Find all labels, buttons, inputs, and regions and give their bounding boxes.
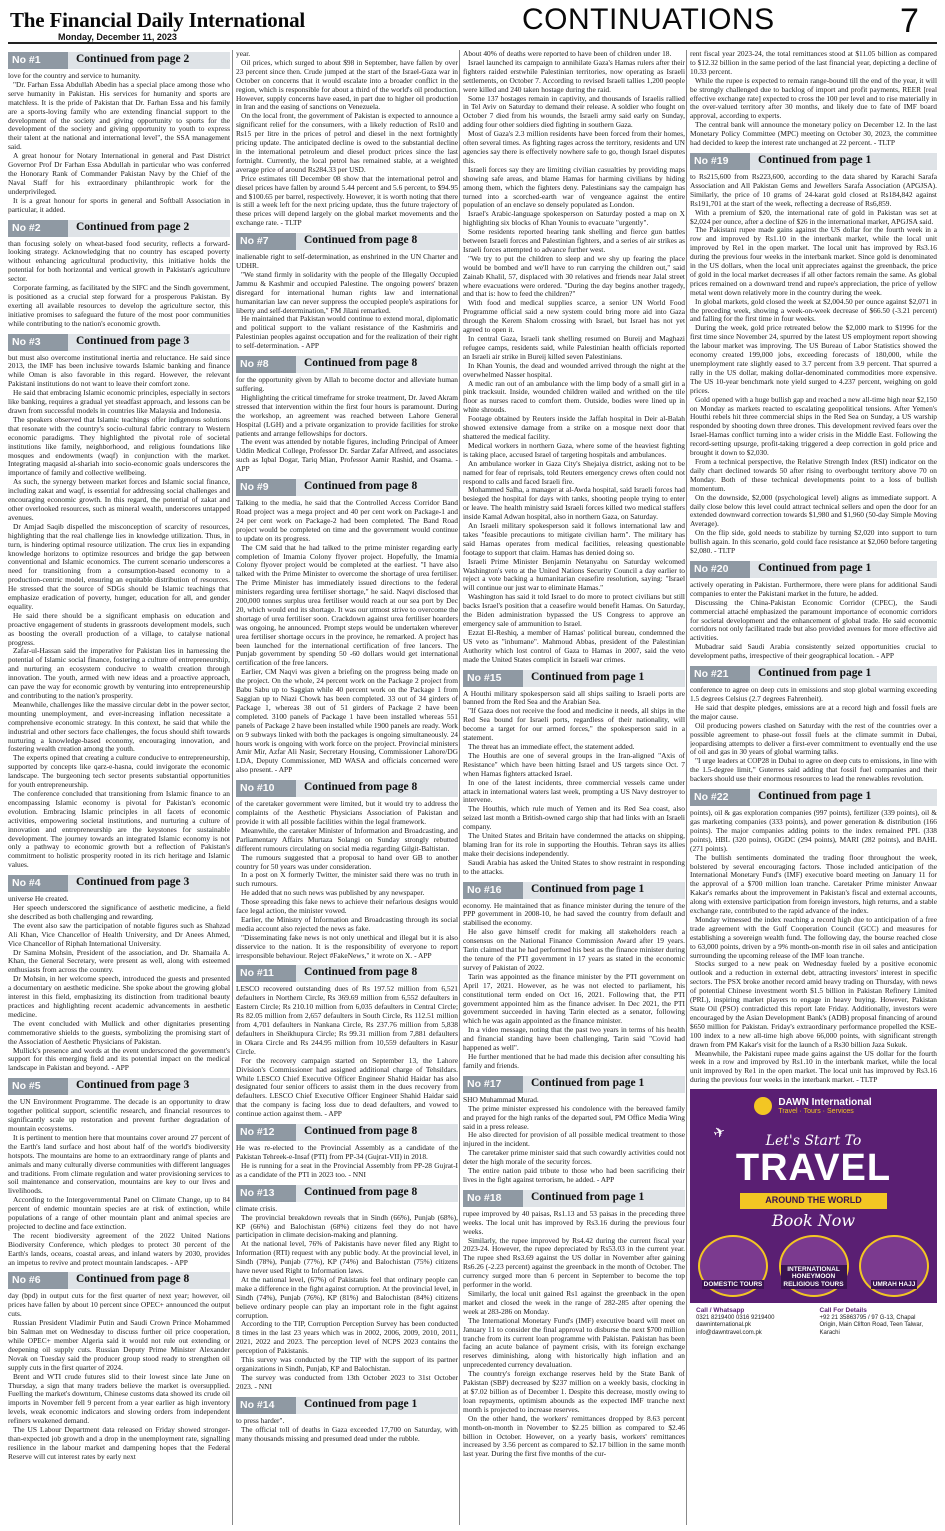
article-paragraph: The experts opined that creating a culture conducive to entrepreneurship, supported by concepts like qarz-e-hasna, could invigorate the economic landscape. The burgeoning tech sector presents substantial opportunities for youth entrepreneurship. bbox=[8, 753, 230, 790]
story-number: No #1 bbox=[8, 52, 68, 69]
article-paragraph: "I urge leaders at COP28 in Dubai to agree on deep cuts to emissions, in line with the 1.5-degree limit," Guterres said adding that fossil fuel companies and their backers should use their enormous resources to lead the renewables revolution. bbox=[690, 756, 937, 784]
continued-from-label: Continued from page 3 bbox=[68, 875, 230, 892]
continuation-header bbox=[690, 666, 937, 683]
article-paragraph: "Disseminating fake news is not only unethical and illegal but it is also disservice to the nation. It is the responsibility of everyone to report irresponsible behaviour. Reject #FakeNews," it wrote on X. - APP bbox=[236, 932, 458, 960]
article-paragraph: economy. He maintained that as finance minister during the tenure of the PPP government in 2008-10, he had saved the country from default and stabilised the economy. bbox=[463, 900, 685, 928]
ad-contact-phone-text: 0321 8219400 0316 9219400 dawninternational.pk info@dawntravel.com.pk bbox=[696, 1314, 775, 1336]
story-number: No #18 bbox=[463, 1190, 523, 1207]
ad-ribbon: AROUND THE WORLD bbox=[740, 1193, 887, 1209]
article-paragraph: Earlier, the Ministry of Information and Broadcasting through its social media account also rejected the news as fake. bbox=[236, 914, 458, 933]
article-continuation bbox=[690, 50, 937, 148]
article-continuation bbox=[8, 1076, 230, 1267]
article-paragraph: It is a great honour for sports in general and Softball Association in particular, it added. bbox=[8, 195, 230, 214]
ad-circle-label: INTERNATIONAL HONEYMOON RELIGIOUS TOURS bbox=[781, 1265, 847, 1290]
article-paragraph: love for the country and service to humanity. bbox=[8, 71, 141, 80]
article-paragraph: Earlier, CM Naqvi was given a briefing on the progress being made on the project. On the whole, 24 percent work on the Package 2 project from Babu Sabu up to Saggian while 40 percent work on the Package 1 from Saggian up to Niazi Chowk has been completed. 33 out of 34 girders of Package 1, whereas 38 out of 51 girders of Package 2 have been completed. 3100 panels of Package 1 have been installed whereas 551 panels of Package 2 have been installed while 1900 panels are ready. Work on 9 subways linked with both the packages is ongoing simultaneously. 24 hours work is ongoing with work force on the project. Provincial ministers Amir Mir, Azfar Ali Nasir, Secretary Housing, Commissioner Lahore/DG LDA, Deputy Commissioner, MD WASA and officials concerned were also present. - APP bbox=[236, 667, 458, 775]
article-paragraph: the UN Environment Programme. The decade is an opportunity to draw together political support, scientific research, and financial resources to significantly scale up restoration and prevent further degradation of mountain ecosystems. bbox=[8, 1097, 230, 1133]
story-number: No #22 bbox=[690, 789, 750, 806]
article-paragraph: On the flip side, gold needs to stabilize by turning $2,020 into support to turn bullish again. In this scenario, gold could face resistance at $2,060 before targeting $2,080. - TLTP bbox=[690, 528, 937, 556]
article-paragraph: Similarly, the rupee improved by Rs4.42 during the current fiscal year 2023-24. However, the rupee depreciated by Rs53.03 in the current year. The rupee shed Rs3.69 against the US dollar in November after gaining Rs6.26 (-2.23 percent) against the greenback in the month of October. The currency surged more than 6 percent in September to become the top performer in the world. bbox=[463, 1235, 685, 1290]
continued-from-label: Continued from page 1 bbox=[296, 1397, 458, 1414]
article-paragraph: He further mentioned that he had made this decision after consulting his family and friends. bbox=[463, 1051, 685, 1070]
article-paragraph: Highlighting the critical timeframe for stroke treatment, Dr. Javed Akram stressed that intervention within the first four hours is paramount. During the workshop, an agreement was reached between Lahore General Hospital (LGH) and a private organization to provide facilities for stroke patients and arrange fellowships for doctors. bbox=[236, 392, 458, 438]
article-paragraph: He said that despite pledges, emissions are at a record high and fossil fuels are the major cause. bbox=[690, 702, 937, 721]
article-paragraph: He also gave himself credit for making all stakeholders reach a consensus on the National Finance Commission Award after 19 years. Tarin claimed that he had performed his best as the finance minister during the tenure of the PTI government in 17 years as stated in the economic survey of Pakistan of 2022. bbox=[463, 927, 685, 972]
continuation-header bbox=[8, 1272, 230, 1289]
article-paragraph: Most of Gaza's 2.3 million residents have been forced from their homes, often several times. As fighting rages across the territory, residents and UN agencies say there is effectively nowhere safe to go, though Israel disputes this. bbox=[463, 129, 685, 165]
article-paragraph: Saudi Arabia has asked the United States to show restraint in responding to the attacks. bbox=[463, 857, 685, 876]
article-continuation bbox=[463, 668, 685, 877]
article-paragraph: Some residents reported hearing tank shelling and fierce gun battles between Israeli forces and Palestinian fighters, and a series of air strikes as Israeli forces attempted to advance further west. bbox=[463, 227, 685, 254]
story-number: No #17 bbox=[463, 1076, 523, 1093]
article-continuation bbox=[690, 787, 937, 1085]
article-paragraph: points), oil & gas exploration companies (997 points), fertilizer (339 points), oil & gas marketing companies (333 points), and power generation & distribution (166 points). The major companies adding points to the index remained PPL (338 points), HBL (320 points), OGDC (294 points), MARI (282 points), and BAHL (271 points). bbox=[690, 808, 937, 853]
article-continuation bbox=[236, 50, 458, 228]
story-number: No #10 bbox=[236, 780, 296, 797]
article-paragraph: He was re-elected to the Provincial Assembly as a candidate of the Pakistan Tehreek-e-Insaf (PTI) from PP-34 (Gujrat-VII) in 2018. bbox=[236, 1143, 458, 1161]
continuation-header bbox=[8, 1078, 230, 1095]
article-paragraph: Dr Amjad Saqib dispelled the misconception of scarcity of resources, highlighting that the real challenge lies in knowledge utilization. Thus, in turn, is hindering optimal resource utilization. The crux lies in expanding knowledge horizons to optimize resources and bridge the gap between conventional and Islamic economics. The current scenario underscores a need for transitioning from a consumption-based economy to a production-centric model, ensuring an equitable distribution of resources. He stressed that the source of SDGs should be Islamic teachings that emphasize eradication of poverty, hunger, education for all, and gender equality. bbox=[8, 521, 230, 611]
column-4 bbox=[690, 50, 937, 1525]
story-number: No #13 bbox=[236, 1185, 296, 1202]
article-paragraph: The provincial breakdown reveals that in Sindh (66%), Punjab (68%), KP (66%) and Balochistan (68%) citizens feel they do not have participation in climate decision-making and planning. bbox=[236, 1212, 458, 1240]
article-paragraph: This survey was conducted by the TIP with the support of its partner organizations in Sindh, Punjab, KP and Balochistan. bbox=[236, 1355, 458, 1373]
article-continuation bbox=[8, 50, 230, 215]
continuation-header bbox=[463, 670, 685, 687]
article-paragraph: Dr Samina Mohsin, President of the association, and Dr. Shamaila A. Khan, the General Secretary, were present as well, along with esteemed enthusiasts from across the country. bbox=[8, 947, 230, 975]
ad-circle-label: UMRAH HAJJ bbox=[872, 1280, 916, 1288]
ad-contact-footer bbox=[690, 1303, 937, 1341]
article-paragraph: of the caretaker government were limited, but it would try to address the complaints of the Aesthetic Physicians Association of Pakistan and provide it with all possible facilities within the legal framework. bbox=[236, 799, 458, 826]
continued-from-label: Continued from page 1 bbox=[750, 789, 937, 806]
article-continuation bbox=[463, 1074, 685, 1185]
ad-book-now: Book Now bbox=[771, 1211, 856, 1231]
article-paragraph: The US Labour Department data released on Friday showed stronger-than-expected job growth and a drop in the unemployment rate, signalling resilience in the labour market and dampening hopes that the Federal Reserve will cut interest rates by early next bbox=[8, 1425, 230, 1461]
article-continuation bbox=[690, 664, 937, 784]
story-number: No #11 bbox=[236, 965, 296, 982]
continued-from-label: Continued from page 8 bbox=[296, 965, 458, 982]
article-paragraph: inalienable right to self-determination, as enshrined in the UN Charter and UDHR. bbox=[236, 252, 458, 271]
article-paragraph: The caretaker prime minister said that such cowardly activities could not deter the high morale of the security forces. bbox=[463, 1148, 685, 1167]
article-paragraph: He added that no such news was published by any newspaper. bbox=[241, 888, 425, 898]
continued-from-label: Continued from page 1 bbox=[750, 153, 937, 170]
story-number: No #15 bbox=[463, 670, 523, 687]
article-paragraph: Russian President Vladimir Putin and Saudi Crown Prince Mohammed bin Salman met on Wednesday to discuss further oil price cooperation, while OPEC+ member Algeria said it would not rule out extending or deepening oil supply cuts. Russian Deputy Prime Minister Alexander Novak on Tuesday said the producer group stood ready to strengthen oil supply cuts in the first quarter of 2024. bbox=[8, 1318, 230, 1372]
continued-from-label: Continued from page 2 bbox=[68, 220, 230, 237]
continuation-header bbox=[236, 1185, 458, 1202]
article-paragraph: He said that embracing Islamic economic principles, especially in sectors like banking, requires a gradual yet steadfast approach, and lessons can be drawn from successful models in countries like Malaysia and Indonesia. bbox=[8, 388, 230, 415]
masthead-rule bbox=[8, 42, 937, 44]
article-paragraph: "If Gaza does not receive the food and medicine it needs, all ships in the Red Sea bound for Israeli ports, regardless of their nationality, will become a target for our armed forces," the spokesperson said in a statement. bbox=[463, 706, 685, 743]
article-paragraph: With food and medical supplies scarce, a senior UN World Food Programme official said a new system could bring more aid into Gaza through the Kerem Shalom crossing with Israel, but Israel has not yet agreed to open it. bbox=[463, 298, 685, 335]
article-paragraph: As such, the synergy between market forces and Islamic social finance, including zakat and waqf, is essential for addressing social challenges and encouraging economic growth. In this regard, the potential of zakat and other overlooked resources, such as mineral wealth, underscores untapped avenues. bbox=[8, 477, 230, 522]
article-paragraph: An ambulance worker in Gaza City's Shejaiya district, asking not to be named for fear of reprisals, told Reuters emergency crews often could not respond to calls and faced Israeli fire. bbox=[463, 458, 685, 486]
article-continuation bbox=[463, 50, 685, 665]
continuation-header bbox=[463, 1076, 685, 1093]
article-paragraph: The prime minister expressed his condolence with the bereaved family and prayed for the high ranks of the departed soul, PM Office Media Wing said in a press release. bbox=[463, 1103, 685, 1131]
article-paragraph: The United States and Britain have condemned the attacks on shipping, blaming Iran for its role in supporting the Houthis. Tehran says its allies make their decisions independently. bbox=[463, 831, 685, 858]
article-paragraph: A great honour for Notary International in general and Past District Governor Prof Dr Farhan Essa Abdullah in particular who was conferred the Honorary Rank of Commander Pakistan Navy by the Chief of the Naval Staff for his extraordinary philanthropic work for the underprivileged. bbox=[8, 151, 230, 196]
story-number: No #16 bbox=[463, 882, 523, 899]
article-paragraph: In central Gaza, Israeli tank shelling resumed on Bureij and Maghazi refugee camps, residents said, while Palestinian health officials reported an Israeli air strike in Bureij killed seven Palestinians. bbox=[463, 334, 685, 361]
article-paragraph: Israel's Arabic-language spokesperson on Saturday posted a map on X highlighting six blocks of Khan Younis to evacuate "urgently". bbox=[463, 209, 685, 228]
article-paragraph: Mohammed Salha, a manager at al-Awda hospital, said Israeli forces had besieged the hospital for days with tanks, shooting people trying to enter or leave. The health ministry said Israeli forces killed two medical staffers inside Kamal Adwan hospital, also in northern Gaza, on Saturday. bbox=[463, 485, 685, 522]
article-continuation bbox=[8, 873, 230, 1073]
continuation-header bbox=[236, 479, 458, 496]
article-paragraph: Talking to the media, he said that the Controlled Access Corridor Band Road project was a mega project and 40 per cent work on Package-1 and 24 per cent work on Package-2 had been completed. The Band Road project would be completed on time and the government would continue to update on its progress. bbox=[236, 498, 458, 543]
article-paragraph: An Israeli military spokesperson said it follows international law and takes "feasible precautions to mitigate civilian harm". The military has said Hamas operates from medical facilities, releasing questionable footage to support that claim. Hamas has denied doing so. bbox=[463, 521, 685, 557]
article-paragraph: In global markets, gold closed the week at $2,004.50 per ounce against $2,071 in the preceding week, showing a week-on-week decrease of $66.50 (-3.21 percent) and falling for the first time in four weeks. bbox=[690, 296, 937, 324]
article-paragraph: day (bpd) in output cuts for the first quarter of next year; however, oil prices have fallen by about 10 percent since OPEC+ announced the output cuts. bbox=[8, 1291, 230, 1319]
article-paragraph: In a post on X formerly Twitter, the minister said there was no truth in such rumours. bbox=[236, 870, 458, 889]
ad-contact-address-text: +92 21 35863795 / 97 G-13, Chapal Origin, Main Clifton Road, Teen Talwar, Karachi bbox=[819, 1314, 923, 1336]
article-paragraph: In one of the latest incidents, three commercial vessels came under attack in international waters last week, prompting a US Navy destroyer to intervene. bbox=[463, 777, 685, 805]
article-paragraph: The International Monetary Fund's (IMF) executive board will meet on January 11 to consider the final approval to disburse the next $700 million tranche from its current loan programme with Pakistan. Pakistan has been facing an acute balance of payment crisis, with its foreign exchange reserves diminishing, along with historically high inflation and an unprecedented currency devaluation. bbox=[463, 1315, 685, 1370]
article-paragraph: Ezzat El-Reshiq, a member of Hamas' political bureau, condemned the US veto as "inhumane". Mahmoud Abbas, president of the Palestinian Authority which lost control of Gaza to Hamas in 2007, said the veto made the United States complicit in Israeli war crimes. bbox=[463, 627, 685, 664]
article-paragraph: The conference concluded that transitioning from Islamic finance to an encompassing Islamic economy is pivotal for Pakistan's economic evolution. Embracing Islamic principles in all facets of economic activities, empowering societal institutions, and nurturing a culture of innovation and entrepreneurship are the keystones for sustainable development. The journey towards an integrated Islamic economy is not only a pathway to economic growth but a reflection of Pakistan's commitment to holistic prosperity rooted in its rich heritage and Islamic values. bbox=[8, 788, 230, 870]
continuation-header bbox=[236, 780, 458, 797]
issue-date: Monday, December 11, 2023 bbox=[58, 32, 177, 42]
article-continuation bbox=[236, 231, 458, 351]
article-continuation bbox=[8, 1270, 230, 1461]
continuation-header bbox=[463, 882, 685, 899]
article-paragraph: He said there should be a significant emphasis on education and proactive engagement of students in grassroots development models, such as boosting the overall production of a village, to catalyse national progress. bbox=[8, 610, 230, 647]
article-paragraph: conference to agree on deep cuts in emissions and stop global warming exceeding 1.5 degrees Celsius (2.7 degrees Fahrenheit). bbox=[690, 685, 937, 703]
story-number: No #21 bbox=[690, 666, 750, 683]
article-paragraph: The CM said that he had talked to the prime minister regarding early completion of Imamia Colony flyover project. Hopefully, the Imamia Colony flyover project would be completed at the earliest. "I have also talked with the Prime Minister to overcome the shortage of urea fertiliser. The Prime Minister has immediately issued directions to the federal ministers regarding urea fertiliser shortage," he said. Naqvi disclosed that 200,000 tonnes surplus urea fertiliser would reach at our sea port by Dec 20, which would end its shortage. It was our utmost strive to overcome the shortage of urea fertiliser soon. Crackdown against urea fertiliser hoarders was ongoing, he announced. Prompt steps would be undertaken wherever urea fertiliser shortage occurs in the province, he remarked. A project has been launched for the international certification of free lancers. The Punjab government by spending 50 -60 dollars would get international certification of the free lancers. bbox=[236, 542, 458, 668]
article-paragraph: Some 137 hostages remain in captivity, and thousands of Israelis rallied in Tel Aviv on Saturday to demand their release. A soldier who fought on October 7 died from his wounds, the Israeli army said early on Sunday, adding four other soldiers died fighting in southern Gaza. bbox=[463, 93, 685, 130]
ad-brand: DAWN International bbox=[778, 1097, 872, 1109]
article-paragraph: rupee improved by 40 paisas, Rs1.13 and 53 paisas in the preceding three weeks. The local unit has improved by Rs3.16 during the previous four weeks. bbox=[463, 1208, 685, 1236]
article-paragraph: While the rupee is expected to remain range-bound till the end of the year, it will be strongly challenged due to backlog of import and profit payments, REER [real effective exchange rate] expected to cross the 100 per level and to rise materially in the over-valued territory after 30 months, and likely due to fate of IMF board approval, according to experts. bbox=[690, 75, 937, 121]
story-number: No #14 bbox=[236, 1397, 296, 1414]
continuation-header bbox=[8, 875, 230, 892]
ad-circle-umrah bbox=[859, 1235, 929, 1297]
article-paragraph: According to the TIP, Corruption Perception Survey has been conducted 8 times in the last 23 years which was in 2002, 2006, 2009, 2010, 2011, 2021, 2022 and 2023. The perception level of NCPS 2023 contains the perception of Pakistanis. bbox=[236, 1319, 458, 1356]
globe-icon bbox=[754, 1097, 772, 1115]
article-paragraph: The bullish sentiments dominated the trading floor throughout the week, bolstered by several encouraging factors. Those included anticipation of the International Monetary Fund's (IMF) executive board meeting on January 11 for the approval of a $700 million loan tranche. Caretaker Prime minister Anwaar Kakar's remarks about the improvement in Pakistan's fiscal and external accounts, along with extensive participation from foreign investors, high returns, and a stable exchange rate, contributed to the rapid advance of the index. bbox=[690, 852, 937, 916]
article-paragraph: Mullick's presence and words at the event underscored the government's support for this emerging field and its potential impact on the medical landscape in Pakistan and beyond. - APP bbox=[8, 1045, 230, 1073]
article-paragraph: The central bank will announce the monetary policy on December 12. In the last Monetary Policy Committee (MPC) meeting on October 30, 2023, the committee had decided to keep the interest rate unchanged at 22 percent. - TLTP bbox=[690, 120, 937, 148]
article-paragraph: The Pakistani rupee made gains against the US dollar for the fourth week in a row and improved by Rs1.10 in the interbank market, while the local unit improved by Re1 in the open market. The local unit has improved by Rs3.16 during the previous four weeks in the interbank market. Since gold is denominated in the US dollars, when the local unit appreciates against the greenback, the price of gold in the local market decreases if all other factors remain the same. As global prices remained on a downward trend and rupee's appreciation, the price of yellow metal went down relatively more in the country during the week. bbox=[690, 225, 937, 297]
continued-from-label: Continued from page 3 bbox=[68, 1078, 230, 1095]
ad-logo bbox=[700, 1095, 926, 1117]
continued-from-label: Continued from page 8 bbox=[296, 1124, 458, 1141]
continuation-header bbox=[690, 153, 937, 170]
article-paragraph: Discussing the China-Pakistan Economic Corridor (CPEC), the Saudi commercial attaché emphasized the paramount importance of economic corridors for societal development and the enhancement of global trade. He said economic corridors not only facilitated trade but also provided avenues for more effective aid activities. bbox=[690, 597, 937, 643]
section-title: CONTINUATIONS bbox=[522, 3, 775, 36]
article-paragraph: The Houthis are one of several groups in the Iran-aligned "Axis of Resistance" which have been hitting Israel and US targets since Oct. 7 when Hamas fighters attacked Israel. bbox=[463, 750, 685, 778]
continued-from-label: Continued from page 2 bbox=[68, 52, 230, 69]
column-1 bbox=[8, 50, 230, 1525]
continued-from-label: Continued from page 1 bbox=[523, 670, 685, 687]
story-number: No #5 bbox=[8, 1078, 68, 1095]
article-paragraph: For the recovery campaign started on September 13, the Lahore Division's Commissioner had assigned additional charge of Tehsildars. While LESCO Chief Executive Officer Engineer Shahid Haidar has also designated four senior officers to assist them in the dues recovery from defaulters. LESCO Chief Executive Officer Engineer Shahid Haidar said that the company is facing loss due to dead defaulters, and vowed to continue action against them. - APP bbox=[236, 1055, 458, 1119]
story-number: No #3 bbox=[8, 334, 68, 351]
article-paragraph: Mubadrar said Saudi Arabia consistently seized opportunities crucial to development paths, irrespective of their geographical location. - APP bbox=[690, 642, 937, 661]
article-continuation bbox=[236, 1395, 458, 1444]
ad-contact-address bbox=[814, 1303, 938, 1341]
story-number: No #20 bbox=[690, 561, 750, 578]
newspaper-title: The Financial Daily International bbox=[10, 8, 306, 32]
article-paragraph: Washington has said it told Israel to do more to protect civilians but still backs Israel's position that a ceasefire would benefit Hamas. On Saturday, the Biden administration bypassed the US Congress to approve an emergency sale of ammunition to Israel. bbox=[463, 592, 685, 628]
article-continuation bbox=[236, 354, 458, 474]
article-paragraph: than focusing solely on wheat-based food security, reflects a forward-looking strategy. Acknowledging that no country has escaped poverty without enhancing agricultural productivity, this initiative holds the potential for both horizontal and vertical growth in Pakistan's agriculture sector. bbox=[8, 238, 230, 284]
continued-from-label: Continued from page 8 bbox=[296, 356, 458, 373]
article-paragraph: Meanwhile, challenges like the massive circular debt in the power sector, mounting unemployment, and ever-increasing inflation necessitate a comprehensive economic strategy. In this context, he said that while the industrial and other sectors face challenges, the focus should shift towards nurturing a knowledge-based economy, encouraging innovation, and fostering wealth creation among the youth. bbox=[8, 699, 230, 754]
article-continuation bbox=[463, 880, 685, 1071]
continued-from-label: Continued from page 1 bbox=[523, 882, 685, 899]
continuation-header bbox=[690, 561, 937, 578]
ad-contact-address-head: Call For Details bbox=[819, 1307, 867, 1315]
article-continuation bbox=[236, 477, 458, 775]
article-paragraph: to press harder". bbox=[236, 1415, 285, 1425]
article-paragraph: Those spreading this fake news to achieve their nefarious designs would face legal action, the minister vowed. bbox=[236, 897, 458, 916]
article-paragraph: On the downside, $2,000 (psychological level) aligns as immediate support. A daily close below this level could attract technical sellers and open the door for an extended downward correction towards $1,980 and $1,960 (50-day Simple Moving Average). bbox=[690, 492, 937, 529]
column-divider bbox=[686, 50, 687, 1525]
article-paragraph: The rumours suggested that a proposal to hand over GB to another country for 50 years was under consideration. bbox=[236, 852, 458, 871]
story-number: No #9 bbox=[236, 479, 296, 496]
article-paragraph: The recent biodiversity agreement of the 2022 United Nations Biodiversity Conference, which pledges to protect 30 percent of the Earth's lands, oceans, coastal areas, and inland waters by 2030, provides an impetus to revive and protect mountain landscapes. - APP bbox=[8, 1230, 230, 1267]
story-number: No #19 bbox=[690, 153, 750, 170]
article-paragraph: A Houthi military spokesperson said all ships sailing to Israeli ports are banned from the Red Sea and the Arabian Sea. bbox=[463, 688, 685, 707]
article-continuation bbox=[463, 1188, 685, 1459]
ad-contact-phone-head: Call / Whatsapp bbox=[696, 1307, 745, 1315]
article-continuation bbox=[236, 1183, 458, 1392]
article-paragraph: rent fiscal year 2023-24, the total remittances stood at $11.05 billion as compared to $12.32 billion in the same period of the last financial year, depicting a decline of 10.33 percent. bbox=[690, 50, 937, 76]
story-number: No #4 bbox=[8, 875, 68, 892]
article-paragraph: Israeli forces say they are limiting civilian casualties by providing maps showing safe areas, and blame Hamas for harming civilians by hiding among them, which the fighters deny. Palestinians say the campaign has turned into a scorched-earth war of vengeance against the entire population of an enclave so densely populated as London. bbox=[463, 164, 685, 210]
continuation-header bbox=[8, 334, 230, 351]
ad-circle-label: DOMESTIC TOURS bbox=[703, 1280, 763, 1288]
travel-advertisement[interactable] bbox=[690, 1089, 937, 1341]
article-paragraph: With a premium of $20, the international rate of gold in Pakistan was set at $2,024 per ounce, after a decline of $26 in the international market, APGJSA said. bbox=[690, 207, 937, 226]
article-paragraph: The country's foreign exchange reserves held by the State Bank of Pakistan (SBP) decreased by $237 million on a weekly basis, clocking in at $7.02 billion as of December 1. Despite this decrease, mostly owing to loan repayments, optimism abounds as the expected IMF tranche next month is projected to increase reserves. bbox=[463, 1369, 685, 1414]
continuation-header bbox=[236, 965, 458, 982]
article-paragraph: Meanwhile, the Pakistani rupee made gains against the US dollar for the fourth week in a row and improved by Rs1.10 in the interbank market, while the local unit improved by Re1 in the open market. The local unit has improved by Rs3.16 during the previous four weeks in the interbank market. - TLTP bbox=[690, 1048, 937, 1085]
article-paragraph: universe He created. bbox=[8, 894, 69, 904]
article-paragraph: He maintained that Pakistan would continue to extend moral, diplomatic and political support to the valiant resistance of the Kashmiris and Palestinian peoples against occupation and for the realization of their right to self-determination. - APP bbox=[236, 314, 458, 351]
column-divider bbox=[459, 50, 460, 1525]
article-paragraph: Similarly, the local unit gained Rs1 against the greenback in the open market and closed the week in the range of 282-285 after opening the week at 283-286 on Monday. bbox=[463, 1289, 685, 1316]
article-paragraph: climate crisis. bbox=[236, 1203, 278, 1213]
article-paragraph: Price estimates till December 08 show that the international petrol and diesel prices have fallen by around 5.44 percent and 5.6 percent, to $94.95 and $100.65 per barrel, respectively. However, it is worth noting that there is still a week left for the next pricing update, thus the future trajectory of these prices will depend largely on the global market movements and the exchange rate. - TLTP bbox=[236, 173, 458, 228]
page-number: 7 bbox=[900, 2, 919, 40]
column-3 bbox=[463, 50, 685, 1525]
article-paragraph: At the national level, (67%) of Pakistanis feel that ordinary people can make a difference in the fight against corruption. At the provincial level, in Sindh (74%), Punjab (76%), KP (81%) and Balochistan (84%) citizens believe ordinary people can play an important role in the fight against corruption. bbox=[236, 1274, 458, 1320]
article-continuation bbox=[8, 332, 230, 871]
article-paragraph: The survey was conducted from 13th October 2023 to 31st October 2023. - NNI bbox=[236, 1372, 458, 1391]
article-continuation bbox=[236, 778, 458, 960]
story-number: No #2 bbox=[8, 220, 68, 237]
article-paragraph: On the local front, the government of Pakistan is expected to announce a significant relief for the consumers, with a likely reduction of Rs10 and Rs15 per litre in the prices of petrol and diesel in the next fortnightly pricing update. The anticipated decline is owed to the substantial decline in the international petroleum and diesel product prices since the last fortnight. Currently, the local petrol has remained stable, at a weighted average price of around Rs284.33 per USD. bbox=[236, 111, 458, 174]
article-paragraph: The entire nation paid tribute to those who had been sacrificing their lives in the fight against terrorism, he added. - APP bbox=[463, 1166, 685, 1184]
article-paragraph: SHO Muhammad Murad. bbox=[463, 1094, 539, 1104]
article-paragraph: Medical workers in northern Gaza, where some of the heaviest fighting is taking place, accused Israel of targeting hospitals and ambulances. bbox=[463, 440, 685, 459]
article-paragraph: "We stand firmly in solidarity with the people of the Illegally Occupied Jammu & Kashmir and occupied Palestine. The ongoing powers' brazen disregard for international human rights law and international humanitarian law can never suppress the occupied people's aspirations for liberty and self-determination," FM Jilani remarked. bbox=[236, 269, 458, 315]
article-paragraph: About 40% of deaths were reported to have been of children under 18. bbox=[463, 50, 672, 58]
ad-lets: Let's Start To bbox=[765, 1133, 862, 1150]
article-continuation bbox=[236, 1122, 458, 1180]
article-paragraph: Her speech underscored the significance of aesthetic medicine, a field she described as both challenging and rewarding. bbox=[8, 903, 230, 921]
story-number: No #7 bbox=[236, 233, 296, 250]
article-paragraph: The threat has an immediate effect, the statement added. bbox=[468, 741, 635, 751]
ad-contact-phone bbox=[690, 1303, 814, 1341]
ad-circle-domestic bbox=[698, 1235, 768, 1297]
article-paragraph: Oil prices, which surged to about $98 in September, have fallen by over 23 percent since then. Crude jumped at the start of the Israel-Gaza war in October on concerns that it would escalate into a broader conflict in the region, which is responsible for about a third of the world's oil production. However, supply concerns have eased, in part due to higher oil production in Iran and the easing of sanctions on Venezuela. bbox=[236, 57, 458, 112]
article-paragraph: The event was attended by notable figures, including Principal of Ameer Uddin Medical College, Professor Dr. Sardar Zafar Alfreed, and associates such as Iqbal Dogar, Tariq Mian, Professor Aamir Rashid, and Osama. - APP bbox=[236, 437, 458, 474]
story-number: No #12 bbox=[236, 1124, 296, 1141]
article-paragraph: Stocks surged to a new peak on Wednesday fueled by a positive economic outlook and a reduction in external debt, attracting investors' interest in specific sectors. The PSX broke another record amid heavy trading on Thursday, with news of potential Chinese investment worth $1.5 billion in Pakistan Refinery Limited (PRL), inspiring market players to engage in heavy buying. However, Pakistan State Oil (PSO) contradicted this report late Friday. Additionally, investors were encouraged by the Asian Development Bank's (ADB) proposal financing of around $650 million for Pakistan. Friday's extraordinary performance propelled the KSE-100 index to a new all-time high above 66,000 points, with significant strength drawn from PM Kakar's visit for the launch of a Rs30 billion Jaza Sukuk. bbox=[690, 959, 937, 1049]
masthead bbox=[0, 0, 945, 46]
article-paragraph: He also directed for provision of all possible medical treatment to those injured in the incident. bbox=[463, 1130, 685, 1149]
article-paragraph: According to the Intergovernmental Panel on Climate Change, up to 84 percent of endemic mountain species are at risk of extinction, while populations of a range of other mountain plant and animal species are projected to decline and face extinction. bbox=[8, 1195, 230, 1231]
column-2 bbox=[236, 50, 458, 1525]
article-paragraph: Footage obtained by Reuters inside the Jaffah hospital in Deir al-Balah showed extensive damage from a strike on a mosque next door that shattered the medical facility. bbox=[463, 414, 685, 441]
continued-from-label: Continued from page 8 bbox=[296, 1185, 458, 1202]
continued-from-label: Continued from page 8 bbox=[296, 479, 458, 496]
continuation-header bbox=[236, 233, 458, 250]
continued-from-label: Continued from page 8 bbox=[296, 780, 458, 797]
article-paragraph: Dr Mohsin, in her welcome speech, introduced the guests and presented a documentary on aesthetic medicine. She spoke about the growing global interest in this field, emphasizing its distinction from traditional beauty practices and highlighting recent academic advancements in aesthetic medicine. bbox=[8, 974, 230, 1019]
article-paragraph: He is running for a seat in the Provincial Assembly from PP-28 Gujrat-I as a candidate of the PTI in 2023 too. - NNI bbox=[236, 1160, 458, 1179]
continued-from-label: Continued from page 8 bbox=[68, 1272, 230, 1289]
continuation-header bbox=[8, 52, 230, 69]
continued-from-label: Continued from page 3 bbox=[68, 334, 230, 351]
article-paragraph: The speakers observed that Islamic teachings offer indigenous solutions that resonate with the country's socio-cultural fabric contrary to Western economic paradigms. They highlighted the pivotal role of societal institutions like family, neighborhood, and religious foundations like mosques and endowments (waqf) in conjunction with the market. Integrating maqasid al-shariah into socio-economic goals underscores the importance of family and collective wellbeing. bbox=[8, 414, 230, 478]
article-paragraph: The event also saw the participation of notable figures such as Shahzad Ali Khan, Vice Chancellor of Health University, and Dr Anees Ahmed, Vice Chancellor of Riphah International University. bbox=[8, 920, 230, 948]
continuation-header bbox=[236, 356, 458, 373]
continuation-header bbox=[8, 220, 230, 237]
article-paragraph: Gold opened with a huge bullish gap and reached a new all-time high near $2,150 on Monday as markets reacted to escalating geopolitical tensions. After Yemen's Houthi rebels hit three commercial ships in the Red Sea on Sunday, a US warship responded by shooting down three drones. This development revived fears over the Israel-Hamas conflict turning into a wider crisis in the Middle East. Following the record-setting upsurge, profit-taking triggered a deep correction in gold price and brought it down to $2,030. bbox=[690, 394, 937, 458]
article-paragraph: to Rs215,600 from Rs223,600, according to the data shared by Karachi Sarafa Association and All Pakistan Gems and Jewellers Sarafa Association (APGJSA). Similarly, the price of 10 grams of 24-karat gold closed at Rs184,842 against Rs191,701 at the start of the week, reflecting a decrease of Rs6,859. bbox=[690, 171, 937, 208]
article-continuation bbox=[8, 218, 230, 329]
article-paragraph: LESCO recovered outstanding dues of Rs 197.52 million from 6,521 defaulters in Northern Circle, Rs 369.69 million from 6,552 defaulters in Eastern Circle; Rs 210.10 million from 6,035 defaulters in Central Circle; Rs 82.05 million from 2,657 defaulters in South Circle, Rs 112.51 million from 4,701 defaulters in Nankana Circle, Rs 237.76 million from 5,838 defaulters in Sheikhupura Circle; Rs 99.31 million from 7,881 defaulters in Okara Circle and Rs 244.95 million from 10,559 defaulters in Kasur Circle. bbox=[236, 984, 458, 1056]
article-paragraph: It is pertinent to mention here that mountains cover around 27 percent of the Earth's land surface and host about half of the world's biodiversity hotspots. The mountains are home to an extraordinary range of plants and animals and many culturally diverse communities with different languages and traditions. From climate regulation and water provisioning services to soil maintenance and conservation, mountains are key to our lives and livelihoods. bbox=[8, 1132, 230, 1196]
article-paragraph: actively operating in Pakistan. Furthermore, there were plans for additional Saudi companies to enter the Pakistani market in the future, he added. bbox=[690, 579, 937, 598]
article-paragraph: A medic ran out of an ambulance with the limp body of a small girl in a pink tracksuit. Inside, wounded children wailed and writhed on the tile floor as nurses raced to comfort them. Outside, bodies were lined up in white shrouds. bbox=[463, 378, 685, 415]
article-paragraph: From a technical perspective, the Relative Strength Index (RSI) indicator on the daily chart declined towards 50 after rising to overbought territory above 70 on Monday. Both of these technical developments point to a loss of bullish momentum. bbox=[690, 456, 937, 493]
continued-from-label: Continued from page 1 bbox=[523, 1190, 685, 1207]
article-paragraph: for the opportunity given by Allah to become doctor and alleviate human suffering. bbox=[236, 375, 458, 393]
ad-travel-heading: TRAVEL bbox=[735, 1147, 892, 1190]
article-paragraph: "Dr. Farhan Essa Abdullah Abedin has a special place among those who serve humanity in Pakistan. His services for humanity and sports are matchless. It is the pride of Pakistan that Dr. Farhan Essa and his family are a sports-loving family who are extending financial support to the development of the society and giving opportunity to sports for the development of the society and giving opportunity to youth to express their talent at the national and international level", the SSA management said. bbox=[8, 79, 230, 152]
continued-from-label: Continued from page 8 bbox=[296, 233, 458, 250]
article-paragraph: year. bbox=[236, 50, 251, 58]
story-number: No #8 bbox=[236, 356, 296, 373]
article-paragraph: The event concluded with Mullick and other dignitaries presenting commemorative shields to the guests, symbolizing the promising start of the Association of Aesthetic Physicians of Pakistan. bbox=[8, 1018, 230, 1046]
article-paragraph: Oil producing powers clashed on Saturday with the rest of the countries over a possible agreement to phase-out fossil fuels at the climate summit in Dubai, jeopardising attempts to deliver a first-ever commitment to eventually end the use of oil and gas in 30 years of global warming talks. bbox=[690, 720, 937, 757]
continued-from-label: Continued from page 1 bbox=[523, 1076, 685, 1093]
article-paragraph: Zafar-ul-Hassan said the imperative for Pakistan lies in harnessing the potential of Islamic social finance, fostering a culture of entrepreneurship, and nurturing an ecosystem conducive to wealth creation through innovation. The youth, armed with new ideas and a proactive approach, can pave the way for economic growth by venturing into entrepreneurship and contributing to the nation's prosperity. bbox=[8, 646, 230, 700]
column-divider bbox=[232, 50, 233, 1525]
airplane-icon: ✈ bbox=[711, 1124, 728, 1143]
article-paragraph: Meanwhile, the caretaker Minister of Information and Broadcasting, and Parliamentary Affairs Murtaza Solangi on Sunday strongly rebutted different rumours circulating on social media regarding Gilgit-Baltistan. bbox=[236, 825, 458, 853]
article-paragraph: At the national level, 76% of Pakistanis have never filed any Right to Information (RTI) request with any public body. At the provincial level, in Sindh (78%), Punjab (77%), KP (74%) and Balochistan (75%) citizens have never used Right to Information laws. bbox=[236, 1239, 458, 1276]
article-paragraph: On the other hand, the workers' remittances dropped by 8.63 percent month-on-month in November to $2.25 billion as compared to $2.46 billion in October. However, on a yearly basis, workers' remittances increased by 3.56 percent as compared to $2.17 billion in the same month last year. During the first five months of the cur- bbox=[463, 1413, 685, 1459]
article-paragraph: Israel launched its campaign to annihilate Gaza's Hamas rulers after their fighters raided erstwhile Palestinian territories, now operating as Israeli settlements, on October 7. According to revised Israeli tallies 1,200 people were killed and 240 taken hostage during the raid. bbox=[463, 57, 685, 94]
continuation-header bbox=[690, 789, 937, 806]
article-paragraph: In a video message, noting that the past two years in terms of his health and financial standing have been challenging, Tarin said "Covid had happened as well". bbox=[463, 1025, 685, 1053]
article-paragraph: The Houthis, which rule much of Yemen and its Red Sea coast, also seized last month a British-owned cargo ship that had links with an Israeli company. bbox=[463, 804, 685, 832]
article-paragraph: Brent and WTI crude futures slid to their lowest since late June on Thursday, a sign that many traders believe the market is oversupplied. Fuelling the market's downturn, Chinese customs data showed its crude oil imports in November fell 9 percent from a year earlier as high inventory levels, weak economic indicators and slowing orders from independent refiners weakened demand. bbox=[8, 1371, 230, 1426]
article-paragraph: but must also overcome institutional inertia and reluctance. He said since 2013, the IMF has been inclusive towards Islamic banking and finance while Oman is also favorable in this regard. However, the relevant Pakistani institutions do not want to leave their comfort zone. bbox=[8, 352, 230, 389]
ad-brand-sub: Travel · Tours · Services bbox=[778, 1108, 854, 1116]
article-continuation bbox=[690, 151, 937, 556]
article-paragraph: In Khan Younis, the dead and wounded arrived through the night at the overwhelmed Nasser hospital. bbox=[463, 360, 685, 379]
ad-service-circles bbox=[698, 1235, 929, 1297]
article-paragraph: Israeli Prime Minister Benjamin Netanyahu on Saturday welcomed Washington's veto at the United Nations Security Council a day earlier to reject a vote backing a humanitarian ceasefire resolution, saying: "Israel will continue our just war to eliminate Hamas." bbox=[463, 556, 685, 593]
article-paragraph: "We try to put the children to sleep and we shy up fearing the place would be bombed and we'll have to run carrying the children out," said Zainab Khalil, 57, displaced with 30 relatives and friends near Jalal street where evacuations were ordered. "During the day begins another tragedy, and that is: how to feed the children?" bbox=[463, 253, 685, 299]
continuation-header bbox=[463, 1190, 685, 1207]
story-number: No #6 bbox=[8, 1272, 68, 1289]
article-continuation bbox=[236, 963, 458, 1119]
article-continuation bbox=[690, 559, 937, 661]
continuation-header bbox=[236, 1124, 458, 1141]
continued-from-label: Continued from page 1 bbox=[750, 666, 937, 683]
continuation-header bbox=[236, 1397, 458, 1414]
article-paragraph: Corporate farming, as facilitated by the SIFC and the Sindh government, is positioned as a crucial step forward for a prosperous Pakistan. By exerting all available resources to develop the agriculture sector, this initiative promises to safeguard the future of the most poor communities while contributing to the nation's economic growth. bbox=[8, 283, 230, 328]
continued-from-label: Continued from page 1 bbox=[750, 561, 937, 578]
article-paragraph: Tarin was appointed as the finance minister by the PTI government on April 17, 2021. However, as he was not elected to parliament, his constitutional term ended on Oct 16, 2021. Following that, the PTI government appointed him as the finance adviser. In Dec 2021, the PTI government succeeded in having Tarin elected as a senator, following which he was again appointed as the finance minister. bbox=[463, 971, 685, 1026]
article-paragraph: The official toll of deaths in Gaza exceeded 17,700 on Saturday, with many thousands missing and presumed dead under the rubble. bbox=[236, 1424, 458, 1443]
ad-circle-international bbox=[779, 1235, 849, 1297]
article-paragraph: During the week, gold price retreated below the $2,000 mark to $1996 for the first time since November 24, spurred by the latest US employment report showing the labour market was improving. The US Bureau of Labor Statistics showed the economy created 199,000 jobs, exceeding forecasts of 180,000, while the unemployment rate slightly eased to 3.7 percent from 3.9 percent. That spurred a rally in the US dollar, making dollar-denominated commodities more expensive. The US 10-year benchmark note yield surged to 4.237 percent, weighing on gold prices. bbox=[690, 323, 937, 395]
article-paragraph: Monday witnessed the index reaching a record high due to anticipation of a free trade agreement with the Gulf Cooperation Council (GCC) and measures for establishing a sovereign wealth fund. The following day, the bourse reached close to 63,000 points, driven by a 9% month-on-month rise in oil sales and anticipation surrounding the upcoming release of the IMF loan tranche. bbox=[690, 914, 937, 960]
